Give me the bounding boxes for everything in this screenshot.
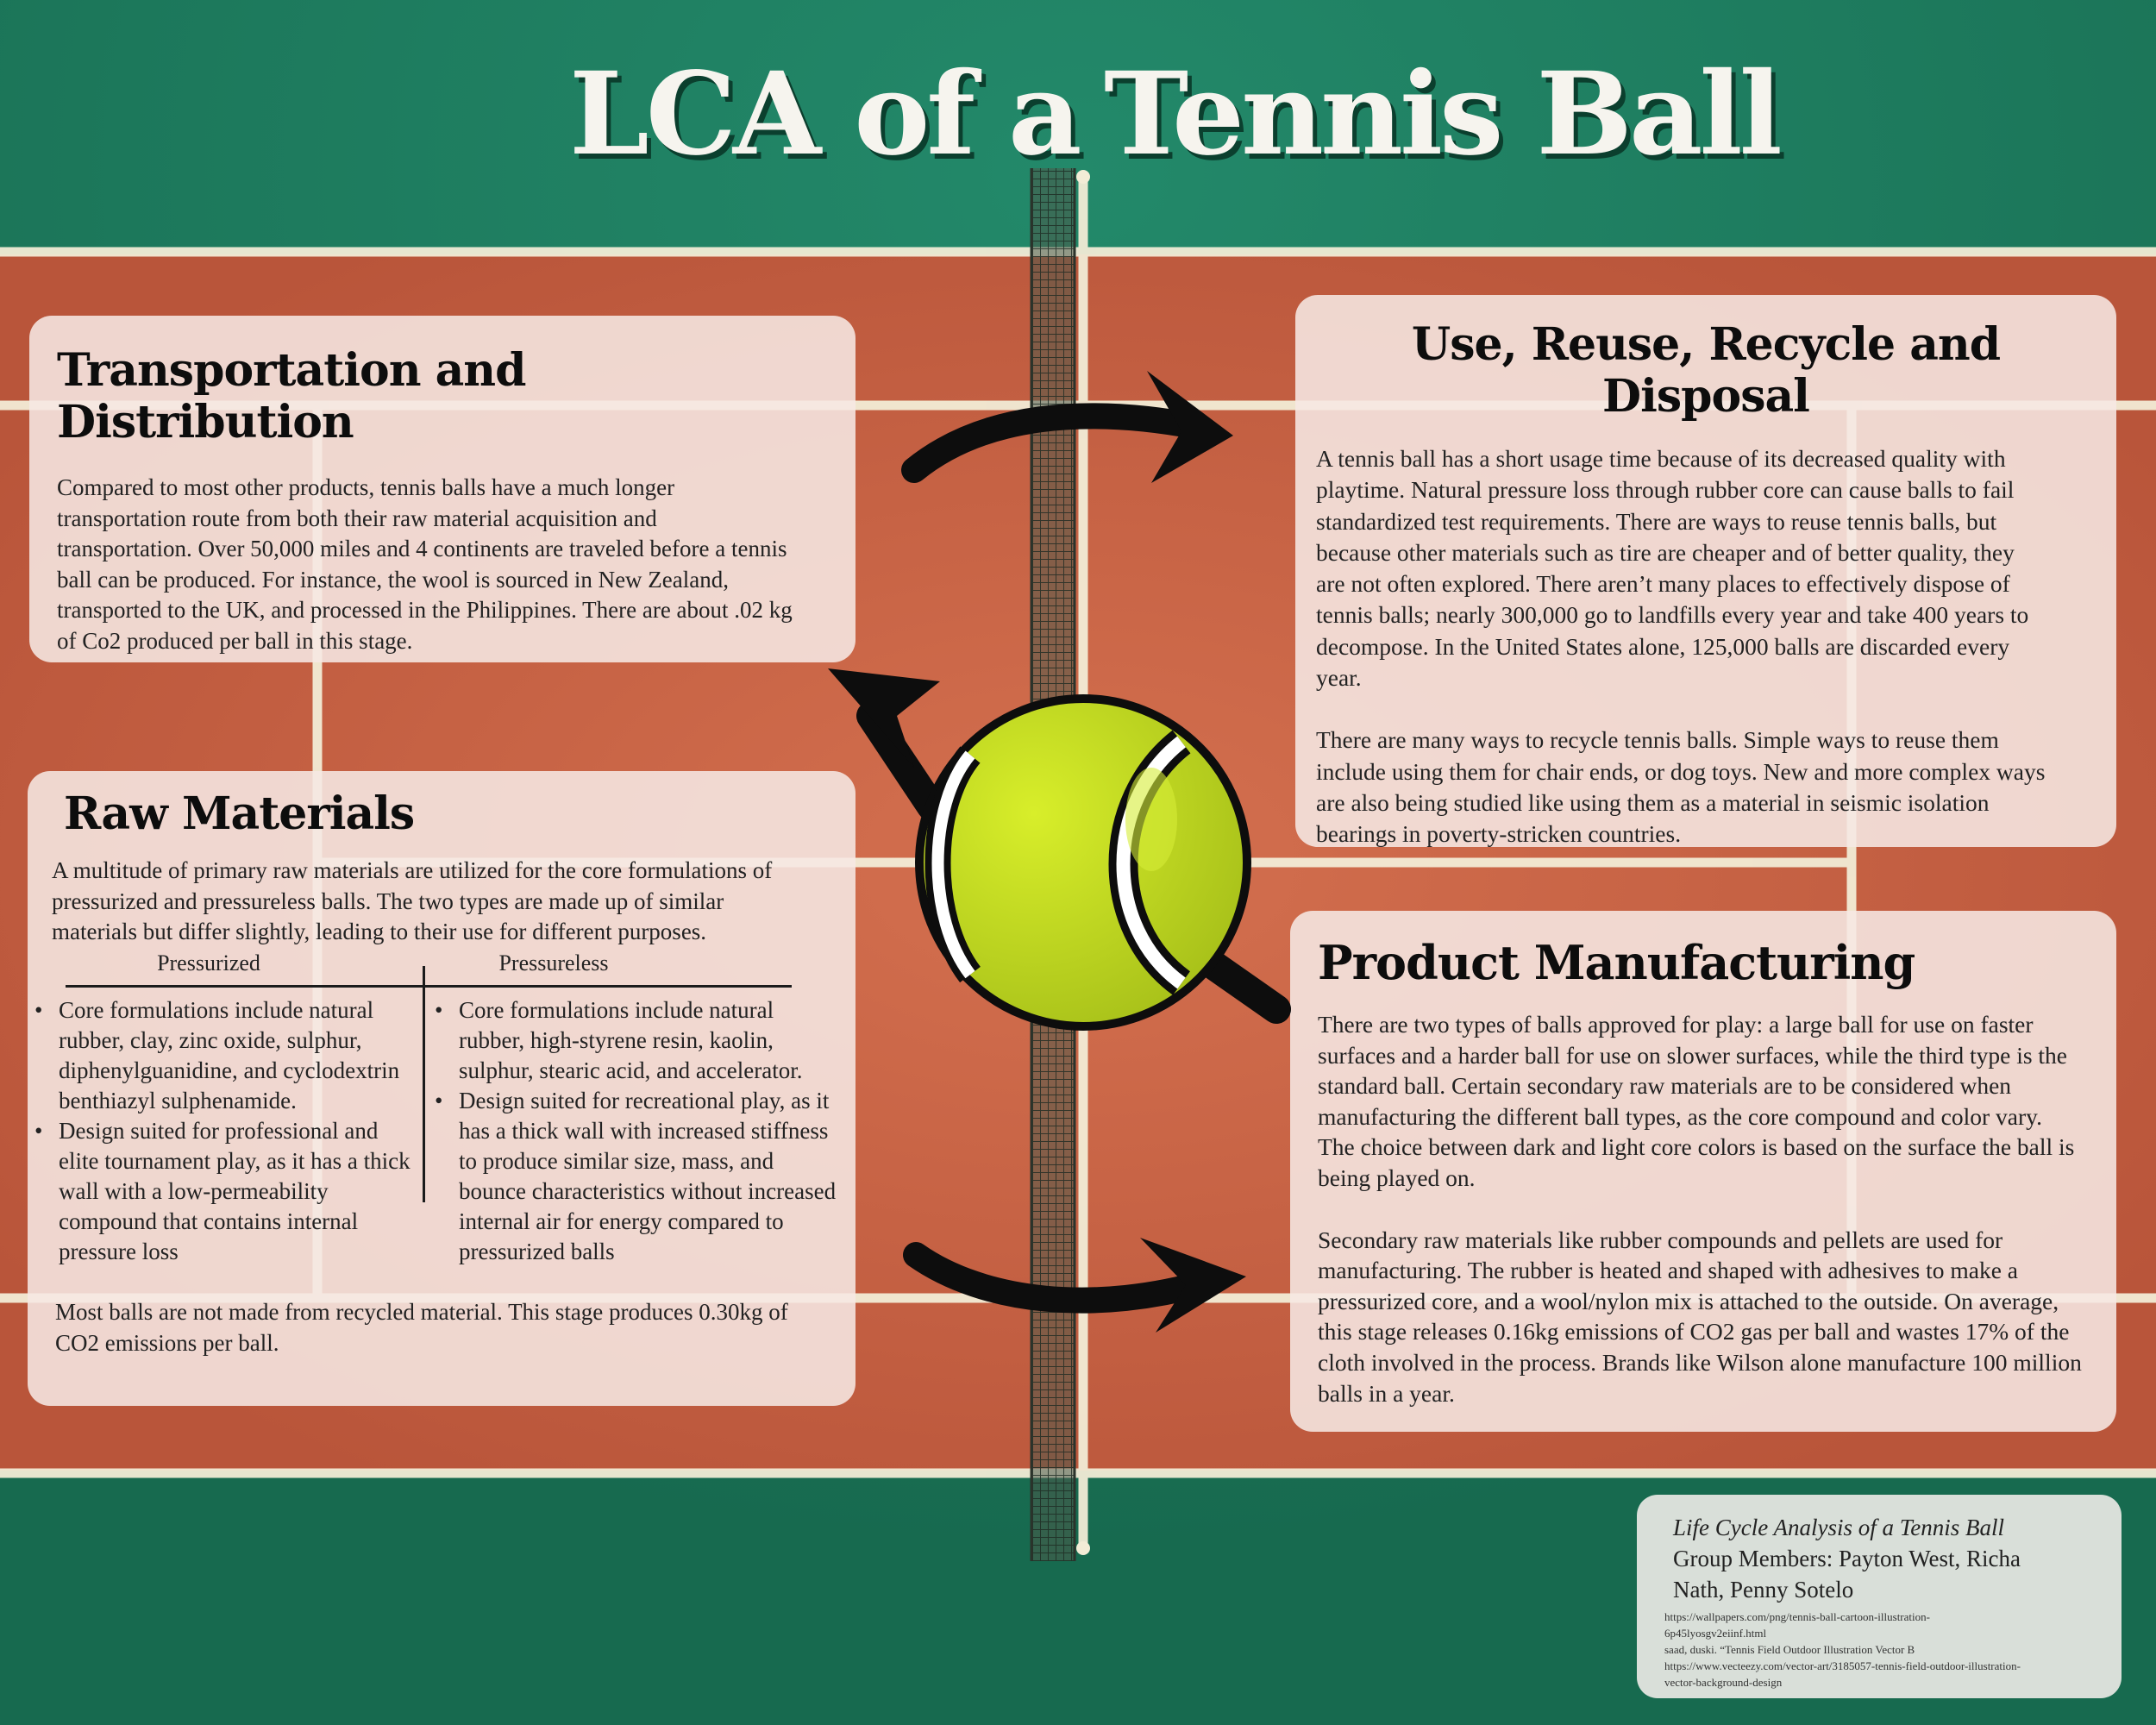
reference-line: 6p45lyosgv2eiinf.html — [1664, 1627, 1767, 1640]
arrow-to-manufacturing-icon — [916, 1238, 1246, 1333]
title-part-2: Tennis Ball — [1104, 47, 1779, 181]
manufacturing-line: pressurized core, and a wool/nylon mix is attached to the outside. On average, — [1318, 1287, 2059, 1314]
use-line: because other materials such as tire are cheaper and of better quality, they — [1316, 538, 2015, 566]
manufacturing-line: being played on. — [1318, 1164, 1476, 1191]
transportation-line: transported to the UK, and processed in the Philippines. There are about .02 kg — [57, 597, 793, 623]
use-line: A tennis ball has a short usage time because of its decreased quality with — [1316, 445, 2006, 472]
transportation-line: ball can be produced. For instance, the wool is sourced in New Zealand, — [57, 566, 730, 593]
reference-line: https://wallpapers.com/png/tennis-ball-cartoon-illustration- — [1664, 1610, 1930, 1623]
reference-line: saad, duski. “Tennis Field Outdoor Illustration Vector B — [1664, 1643, 1915, 1656]
manufacturing-heading: Product Manufacturing — [1318, 935, 1915, 990]
recycle-line: include using them for chair ends, or dog toys. New and more complex ways — [1316, 757, 2046, 785]
manufacturing-line: balls in a year. — [1318, 1379, 1455, 1407]
raw-footer-line: CO2 emissions per ball. — [55, 1329, 279, 1356]
reference-line: https://www.vecteezy.com/vector-art/3185057-tennis-field-outdoor-illustration- — [1664, 1659, 2021, 1672]
manufacturing-line: surfaces and a harder ball for use on slower surfaces, while the third type is the — [1318, 1041, 2068, 1069]
manufacturing-line: Secondary raw materials like rubber compounds and pellets are used for — [1318, 1226, 2003, 1253]
arrow-to-transport-icon — [828, 668, 940, 806]
manufacturing-line: standard ball. Certain secondary raw materials are to be considered when — [1318, 1072, 2012, 1100]
transportation-line: transportation route from both their raw material acquisition and — [57, 505, 657, 531]
raw-intro-line: materials but differ slightly, leading to their use for different purposes. — [52, 919, 707, 944]
use-reuse-heading: Use, Reuse, Recycle and Disposal — [1411, 318, 2001, 423]
transportation-line: Compared to most other products, tennis balls have a much longer — [57, 474, 675, 500]
manufacturing-line: cloth involved in the process. Brands like Wilson alone manufacture 100 million — [1318, 1348, 2082, 1376]
pressurized-column-header: Pressurized — [157, 950, 260, 975]
use-line: tennis balls; nearly 300,000 go to landfills every year and take 400 years to — [1316, 601, 2029, 629]
group-members-line: Nath, Penny Sotelo — [1673, 1577, 1854, 1603]
reference-line: vector-background-design — [1664, 1676, 1783, 1689]
manufacturing-line: manufacturing. The rubber is heated and shaped with adhesives to make a — [1318, 1257, 2019, 1284]
recycle-line: There are many ways to recycle tennis balls. Simple ways to reuse them — [1316, 726, 1999, 754]
manufacturing-line: There are two types of balls approved for play: a large ball for use on faster — [1318, 1011, 2034, 1038]
pressurized-item: • Core formulations include natural rubber, clay, zinc oxide, sulphur, diphenylguanidine, and cyclodextrin benthiazyl sulphenamide. — [33, 995, 412, 1116]
pressurized-item: • Design suited for professional and elite tournament play, as it has a thick wall with a low-permeability compound that contains internal pressure loss — [33, 1116, 412, 1267]
credits-box — [1637, 1495, 2122, 1698]
group-members-line: Group Members: Payton West, Richa — [1673, 1546, 2021, 1571]
tennis-ball-icon — [919, 699, 1247, 1026]
manufacturing-line: this stage releases 0.16kg emissions of CO2 gas per ball and wastes 17% of the — [1318, 1318, 2070, 1346]
raw-intro-line: pressurized and pressureless balls. The two types are made up of similar — [52, 888, 724, 914]
manufacturing-line: The choice between dark and light core colors is based on the surface the ball is — [1318, 1133, 2075, 1161]
arrow-to-use-icon — [914, 371, 1233, 483]
use-line: standardized test requirements. There are ways to reuse tennis balls, but — [1316, 507, 1997, 535]
transportation-heading: Transportation and Distribution — [57, 344, 526, 448]
raw-intro-line: A multitude of primary raw materials are utilized for the core formulations of — [52, 857, 773, 883]
use-line: year. — [1316, 664, 1362, 692]
pressureless-item: • Core formulations include natural rubber, high-styrene resin, kaolin, sulphur, stearic acid, and accelerator. — [433, 995, 838, 1086]
manufacturing-line: manufacturing the different ball types, as the core compound and color vary. — [1318, 1102, 2042, 1130]
pressureless-column-header: Pressureless — [498, 950, 609, 975]
transportation-line: transportation. Over 50,000 miles and 4 continents are traveled before a tennis — [57, 536, 787, 561]
credits-title: Life Cycle Analysis of a Tennis Ball — [1673, 1515, 2004, 1540]
references — [1664, 1609, 2103, 1690]
pressureless-item: • Design suited for recreational play, as it has a thick wall with increased stiffness to produce similar size, mass, and bounce characteristics without increased internal air for energy compared to pressurized balls — [433, 1086, 838, 1267]
recycle-line: are also being studied like using them as a material in seismic isolation — [1316, 788, 1990, 816]
raw-materials-heading: Raw Materials — [64, 787, 415, 840]
raw-footer-line: Most balls are not made from recycled material. This stage produces 0.30kg of — [55, 1299, 788, 1325]
transportation-line: of Co2 produced per ball in this stage. — [57, 627, 413, 654]
use-line: are not often explored. There aren’t many places to effectively dispose of — [1316, 570, 2010, 598]
title-part-1: LCA of a — [569, 47, 1079, 181]
use-line: playtime. Natural pressure loss through rubber core can cause balls to fail — [1316, 476, 2015, 504]
use-line: decompose. In the United States alone, 125,000 balls are discarded every — [1316, 632, 2010, 660]
recycle-line: bearings in poverty-stricken countries. — [1316, 820, 1682, 848]
